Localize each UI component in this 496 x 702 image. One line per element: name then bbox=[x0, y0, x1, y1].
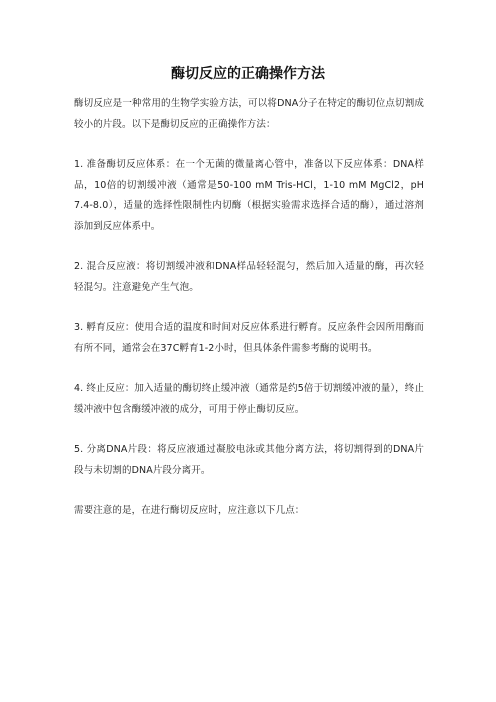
document-title: 酶切反应的正确操作方法 bbox=[171, 66, 325, 82]
step-2-paragraph: 2. 混合反应液：将切割缓冲液和DNA样品轻轻混匀，然后加入适量的酶，再次轻轻混匀。注意避免产生气泡。 bbox=[74, 261, 424, 293]
step-5-paragraph: 5. 分离DNA片段：将反应液通过凝胶电泳或其他分离方法，将切割得到的DNA片段与未切割的DNA片段分离开。 bbox=[74, 444, 424, 476]
step-1-paragraph: 1. 准备酶切反应体系：在一个无菌的微量离心管中，准备以下反应体系：DNA样品，10倍的切割缓冲液（通常是50-100 mM Tris-HCl，1-10 mM MgCl2，pH 7.4-8.0），适量的选择性限制性内切酶（根据实验需求选择合适的酶），通过溶剂添加到反应体系中。 bbox=[74, 159, 424, 232]
document-body bbox=[74, 94, 424, 522]
closing-paragraph: 需要注意的是，在进行酶切反应时，应注意以下几点： bbox=[74, 505, 305, 516]
intro-paragraph: 酶切反应是一种常用的生物学实验方法，可以将DNA分子在特定的酶切位点切割成较小的片段。以下是酶切反应的正确操作方法： bbox=[74, 98, 424, 130]
step-3-paragraph: 3. 孵育反应：使用合适的温度和时间对反应体系进行孵育。反应条件会因所用酶而有所不同，通常会在37C孵育1-2小时，但具体条件需参考酶的说明书。 bbox=[74, 322, 424, 354]
step-4-paragraph: 4. 终止反应：加入适量的酶切终止缓冲液（通常是约5倍于切割缓冲液的量），终止缓冲液中包含酶缓冲液的成分，可用于停止酶切反应。 bbox=[74, 383, 424, 415]
